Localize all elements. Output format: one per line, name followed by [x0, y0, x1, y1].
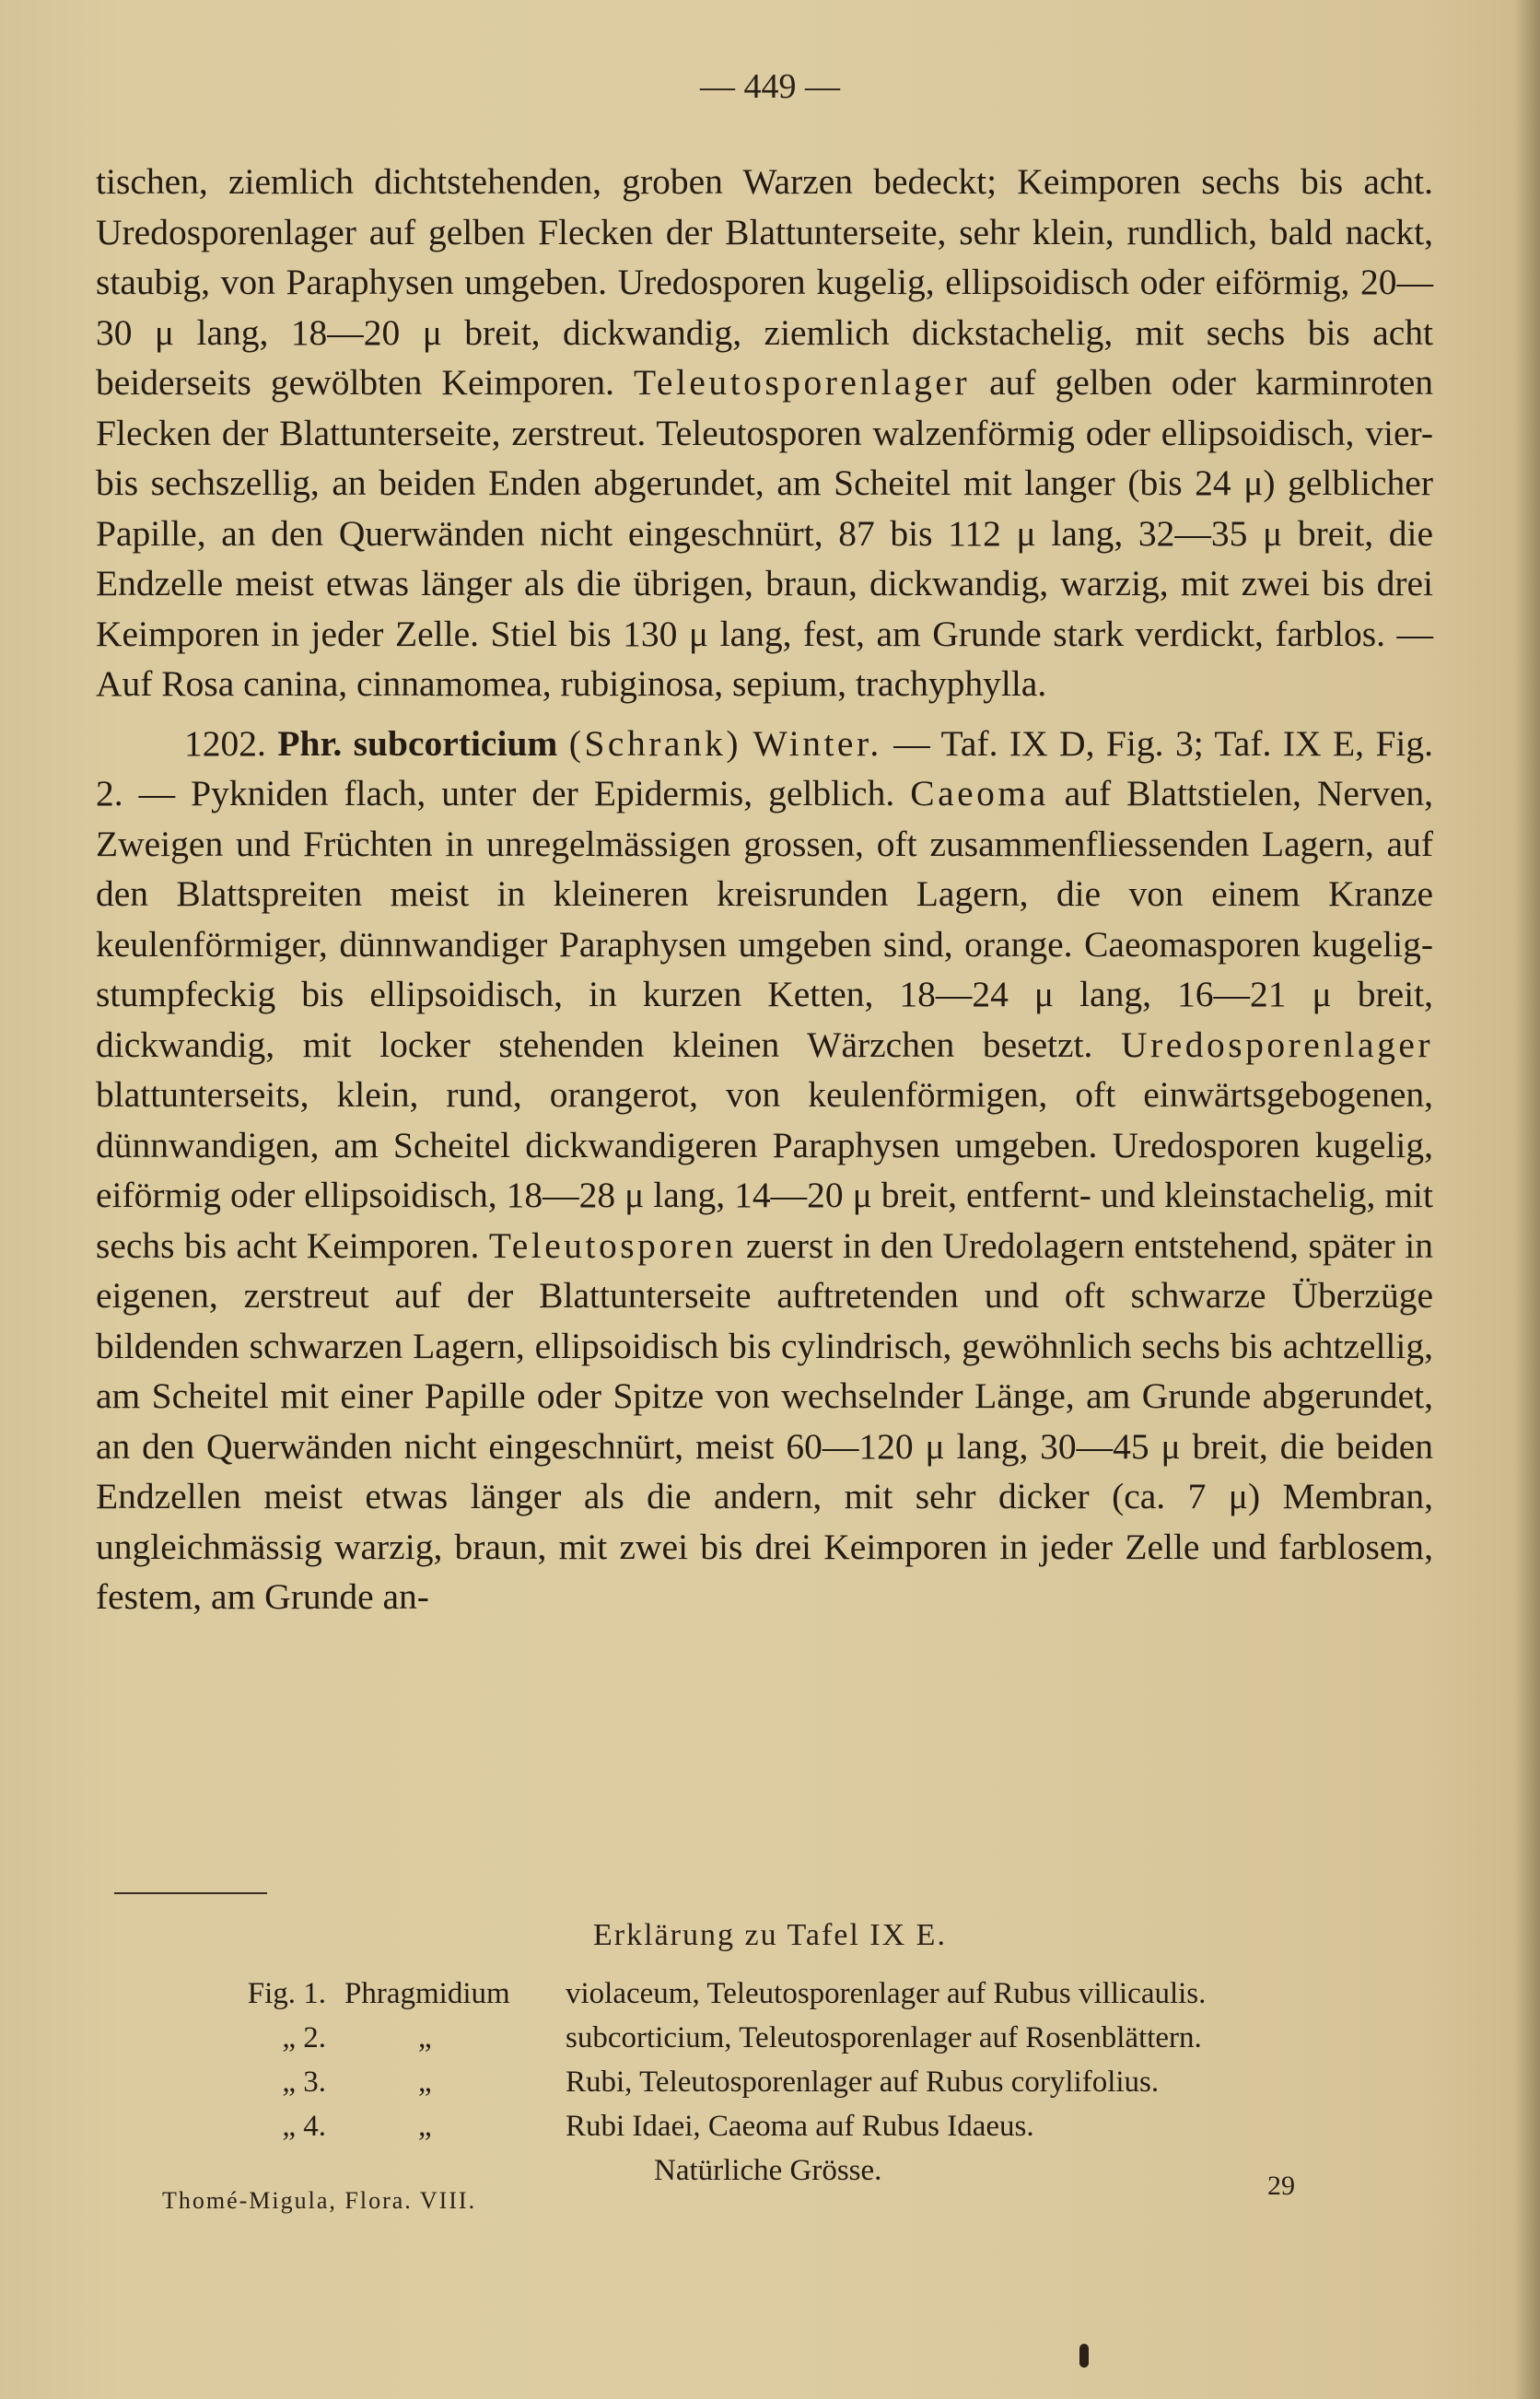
footnote-divider: [114, 1892, 267, 1894]
legend-genus: „: [418, 2110, 432, 2143]
legend-description: Rubi, Teleutosporenlager auf Rubus corylifolius.: [566, 2065, 1160, 2099]
spaced-term: Uredosporenlager: [1121, 1024, 1434, 1065]
legend-label: [216, 2060, 326, 2104]
plate-legend: [216, 1972, 1441, 2193]
legend-label: [216, 1972, 326, 2016]
text-run: tischen, ziemlich dichtstehenden, groben Warzen bedeckt; Keimporen sechs bis acht. Uredosporenlager auf gelben Flecken der Blattunterseite, sehr klein, rundlich, bald nackt, staubig, von Paraphysen umgeben. Uredosporen kugelig, ellipsoidisch oder eiförmig, 20—30 μ lang, 18—20 μ breit, dickwandig, ziemlich dickstachelig, mit sechs bis acht beiderseits gewölbten Keimporen.: [96, 161, 1433, 403]
spaced-term: Caeoma: [910, 773, 1049, 813]
legend-fig-number: 4.: [303, 2110, 326, 2143]
plate-legend-title: Erklärung zu Tafel IX E.: [593, 1918, 947, 1952]
text-run: auf Blattstielen, Nerven, Zweigen und Früchten in unregelmässigen grossen, oft zusammenfliessenden Lagern, auf den Blattspreiten meist in kleineren kreisrunden Lagern, die von einem Kranze keulenförmiger, dünnwandiger Paraphysen umgeben sind, orange. Caeomasporen kugelig-stumpfeckig bis ellipsoidisch, in kurzen Ketten, 18—24 μ lang, 16—21 μ breit, dickwandig, mit locker stehenden kleinen Wärzchen besetzt.: [96, 773, 1434, 1065]
legend-row: [216, 2104, 1441, 2148]
legend-description: subcorticium, Teleutosporenlager auf Rosenblättern.: [566, 2021, 1202, 2054]
spaced-term: Teleutosporen: [488, 1224, 737, 1266]
species-name: Phr. subcorticium: [277, 722, 558, 764]
legend-label: [216, 2016, 326, 2060]
legend-genus: Phragmidium: [344, 1977, 510, 2010]
species-authority: (Schrank): [568, 722, 742, 764]
legend-fig-label: Fig.: [247, 1977, 296, 2010]
text-run: — Taf. IX D, Fig. 3; Taf. IX E, Fig. 2. — Pykniden flach, unter der Epidermis, gelblich.: [96, 722, 1434, 813]
species-author: Winter.: [752, 722, 882, 764]
legend-genus: „: [418, 2021, 432, 2054]
text-run: auf gelben oder karminroten Flecken der Blattunterseite, zerstreut. Teleutosporen walzenförmig oder ellipsoidisch, vier- bis sechszellig, an beiden Enden abgerundet, am Scheitel mit langer (bis 24 μ) gelblicher Papille, an den Querwänden nicht eingeschnürt, 87 bis 112 μ lang, 32—35 μ breit, die Endzelle meist etwas länger als die übrigen, braun, dickwandig, warzig, mit zwei bis drei Keimporen in jeder Zelle. Stiel bis 130 μ lang, fest, am Grunde stark verdickt, farblos. — Auf Rosa canina, cinnamomea, rubiginosa, sepium, trachyphylla.: [96, 362, 1433, 704]
paragraph-continuation: [96, 157, 1433, 709]
legend-fig-number: 2.: [303, 2021, 326, 2054]
text-run: zuerst in den Uredolagern entstehend, später in eigenen, zerstreut auf der Blattunterseite auftretenden und oft schwarze Überzüge bildenden schwarzen Lagern, ellipsoidisch bis cylindrisch, gewöhnlich sechs bis achtzellig, am Scheitel mit einer Papille oder Spitze von wechselnder Länge, am Grunde abgerundet, an den Querwänden nicht eingeschnürt, meist 60—120 μ lang, 30—45 μ breit, die beiden Endzellen meist etwas länger als die andern, mit sehr dicker (ca. 7 μ) Membran, ungleichmässig warzig, braun, mit zwei bis drei Keimporen in jeder Zelle und farblosem, festem, am Grunde an-: [96, 1224, 1433, 1617]
spaced-term: Teleutosporenlager: [633, 362, 971, 403]
entry-number: 1202.: [184, 722, 266, 764]
legend-label: [216, 2104, 326, 2148]
legend-fig-number: 3.: [303, 2065, 326, 2099]
legend-row: [216, 2060, 1441, 2104]
ink-speck: [1079, 2344, 1089, 2368]
printer-signature: Thomé-Migula, Flora. VIII.: [162, 2187, 477, 2214]
legend-description: violaceum, Teleutosporenlager auf Rubus villicaulis.: [566, 1977, 1207, 2010]
legend-fig-number: 1.: [303, 1977, 326, 2010]
main-text: [96, 157, 1433, 1622]
legend-fig-label: „: [282, 2021, 296, 2054]
sheet-number: 29: [1267, 2171, 1295, 2201]
species-entry-1202: [96, 719, 1433, 1622]
page-number: — 449 —: [700, 67, 840, 106]
legend-fig-label: „: [282, 2110, 296, 2143]
legend-fig-label: „: [282, 2065, 296, 2099]
legend-genus: „: [418, 2065, 432, 2099]
legend-description: Rubi Idaei, Caeoma auf Rubus Idaeus.: [566, 2110, 1034, 2143]
text-run: blattunterseits, klein, rund, orangerot, von keulenförmigen, oft einwärtsgebogenen, dünnwandigen, am Scheitel dickwandigeren Paraphysen umgeben. Uredosporen kugelig, eiförmig oder ellipsoidisch, 18—28 μ lang, 14—20 μ breit, entfernt- und kleinstachelig, mit sechs bis acht Keimporen.: [96, 1074, 1433, 1266]
legend-note: Natürliche Grösse.: [654, 2154, 882, 2187]
legend-row: [216, 2016, 1441, 2060]
legend-row: [216, 1972, 1441, 2016]
